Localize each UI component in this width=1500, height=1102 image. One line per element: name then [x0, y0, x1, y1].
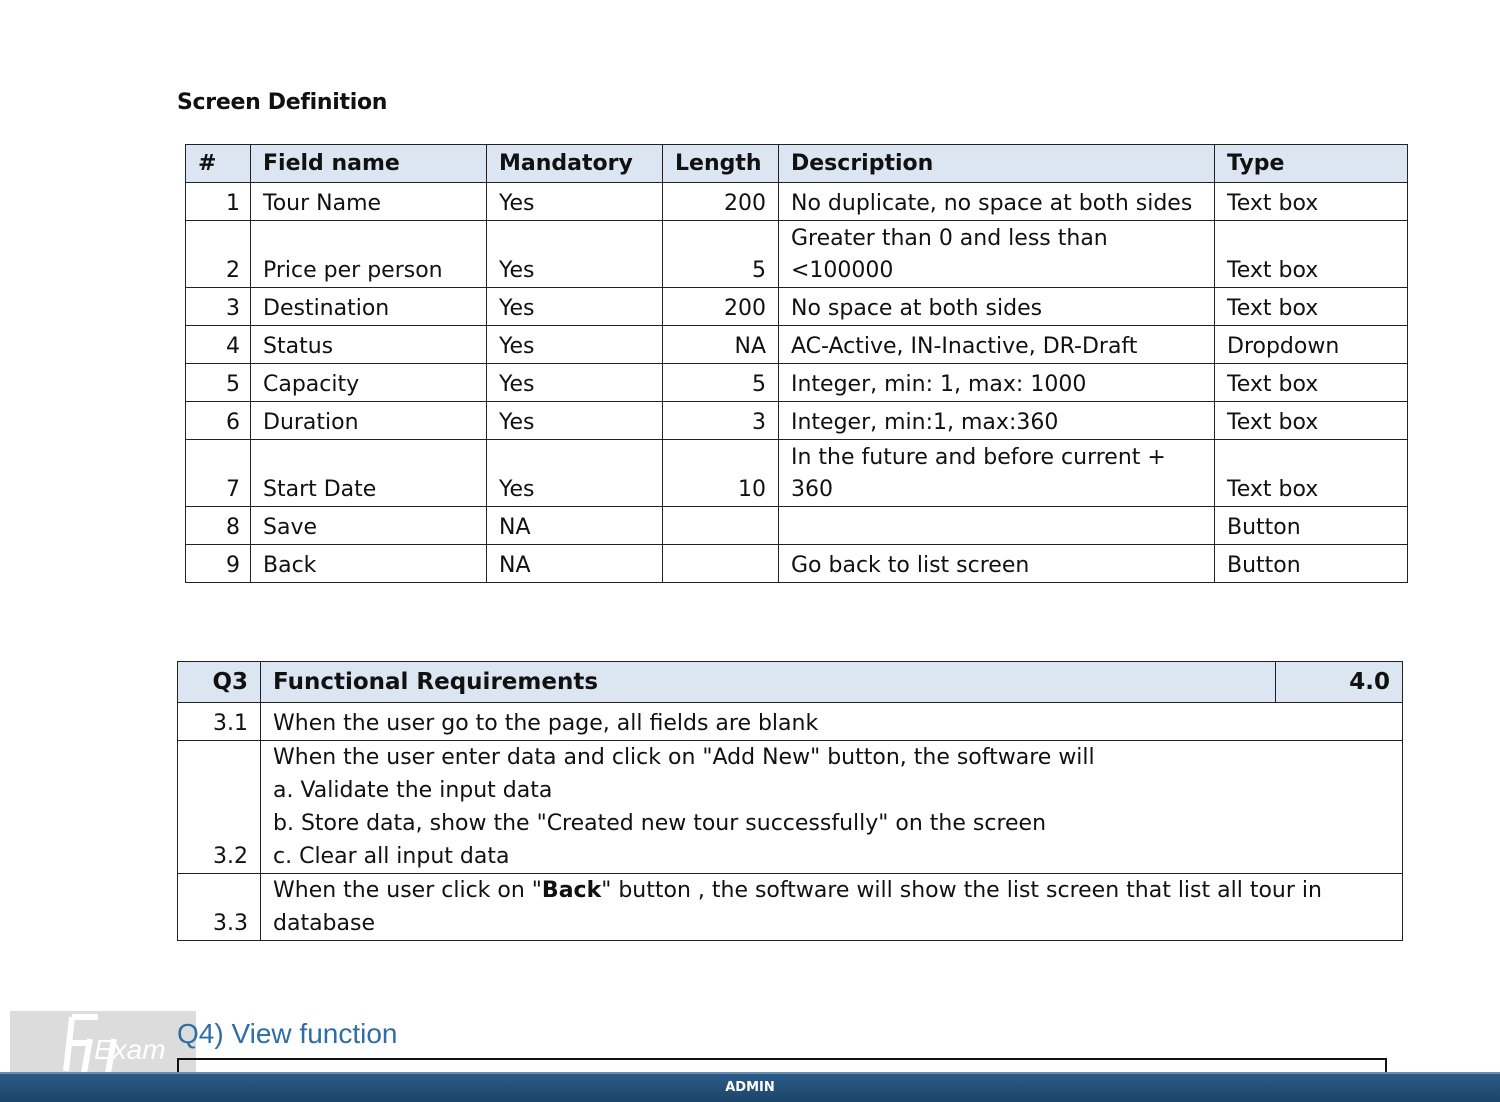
description-line: Greater than 0 and less than [791, 226, 1108, 251]
row-type: Text box [1215, 288, 1408, 326]
header-type: Type [1215, 145, 1408, 183]
fr-row-text [261, 703, 1403, 741]
row-number: 4 [186, 326, 251, 364]
row-description [779, 221, 1215, 288]
fr-line: When the user enter data and click on "Add New" button, the software will [273, 745, 1095, 770]
fr-line: b. Store data, show the "Created new tour successfully" on the screen [273, 811, 1047, 836]
row-type: Text box [1215, 364, 1408, 402]
fr-header-row [178, 662, 1403, 703]
row-field-name: Duration [251, 402, 487, 440]
row-field-name: Destination [251, 288, 487, 326]
screen-definition-title: Screen Definition [177, 90, 388, 115]
description-line: No duplicate, no space at both sides [791, 191, 1193, 216]
description-line: Go back to list screen [791, 553, 1030, 578]
fr-row [178, 703, 1403, 741]
row-length: 5 [663, 221, 779, 288]
row-description [779, 402, 1215, 440]
header-length: Length [663, 145, 779, 183]
fr-score: 4.0 [1276, 662, 1403, 703]
footer-bar [0, 1072, 1500, 1102]
row-field-name: Back [251, 545, 487, 583]
description-line: In the future and before current + [791, 445, 1166, 470]
row-mandatory: Yes [487, 364, 663, 402]
fr-question-number: Q3 [178, 662, 261, 703]
row-type: Text box [1215, 221, 1408, 288]
row-field-name: Capacity [251, 364, 487, 402]
row-number: 2 [186, 221, 251, 288]
row-number: 8 [186, 507, 251, 545]
description-line: Integer, min:1, max:360 [791, 410, 1059, 435]
row-description [779, 326, 1215, 364]
row-type: Text box [1215, 440, 1408, 507]
description-line: 360 [791, 477, 833, 502]
row-field-name: Save [251, 507, 487, 545]
row-mandatory: Yes [487, 326, 663, 364]
row-number: 9 [186, 545, 251, 583]
row-number: 6 [186, 402, 251, 440]
table-row [186, 507, 1408, 545]
header-mandatory: Mandatory [487, 145, 663, 183]
fr-text-bold: Back [541, 878, 602, 903]
row-field-name: Status [251, 326, 487, 364]
row-mandatory: Yes [487, 288, 663, 326]
row-length: 3 [663, 402, 779, 440]
row-length: NA [663, 326, 779, 364]
q4-table-top-border [177, 1058, 1387, 1072]
fr-row-id: 3.1 [178, 703, 261, 741]
row-mandatory: Yes [487, 183, 663, 221]
row-number: 7 [186, 440, 251, 507]
row-number: 1 [186, 183, 251, 221]
header-field-name: Field name [251, 145, 487, 183]
header-number: # [186, 145, 251, 183]
fr-line [273, 874, 1390, 907]
row-number: 3 [186, 288, 251, 326]
row-description [779, 364, 1215, 402]
row-type: Button [1215, 507, 1408, 545]
row-mandatory: NA [487, 507, 663, 545]
row-length: 10 [663, 440, 779, 507]
row-mandatory: NA [487, 545, 663, 583]
table-row [186, 288, 1408, 326]
row-mandatory: Yes [487, 402, 663, 440]
functional-requirements-table [177, 661, 1403, 941]
row-description [779, 288, 1215, 326]
row-mandatory: Yes [487, 440, 663, 507]
footer-label: ADMIN [725, 1080, 775, 1095]
exam-logo-text: Exam [94, 1034, 166, 1065]
fr-line: c. Clear all input data [273, 844, 510, 869]
row-type: Text box [1215, 402, 1408, 440]
table-row [186, 221, 1408, 288]
screen-definition-table [185, 144, 1408, 583]
fr-row-text [261, 741, 1403, 874]
row-length: 5 [663, 364, 779, 402]
row-number: 5 [186, 364, 251, 402]
fr-line: database [273, 911, 375, 936]
table-header-row [186, 145, 1408, 183]
row-length [663, 507, 779, 545]
row-type: Dropdown [1215, 326, 1408, 364]
description-line: No space at both sides [791, 296, 1043, 321]
table-row [186, 545, 1408, 583]
q4-section-title: Q4) View function [177, 1018, 398, 1049]
table-row [186, 440, 1408, 507]
fr-title: Functional Requirements [261, 662, 1276, 703]
table-row [186, 183, 1408, 221]
description-line: <100000 [791, 258, 894, 283]
fr-text-after: " button , the software will show the list screen that list all tour in [601, 878, 1322, 903]
row-length: 200 [663, 288, 779, 326]
row-mandatory: Yes [487, 221, 663, 288]
header-description: Description [779, 145, 1215, 183]
row-description [779, 183, 1215, 221]
row-type: Button [1215, 545, 1408, 583]
description-line: AC-Active, IN-Inactive, DR-Draft [791, 334, 1138, 359]
row-field-name: Price per person [251, 221, 487, 288]
row-type: Text box [1215, 183, 1408, 221]
row-length: 200 [663, 183, 779, 221]
table-row [186, 364, 1408, 402]
fr-line: a. Validate the input data [273, 778, 553, 803]
fr-row [178, 741, 1403, 874]
row-field-name: Start Date [251, 440, 487, 507]
row-description [779, 440, 1215, 507]
fr-row-id: 3.2 [178, 741, 261, 874]
table-row [186, 326, 1408, 364]
fr-row-id: 3.3 [178, 874, 261, 941]
fr-row-text [261, 874, 1403, 941]
fr-row [178, 874, 1403, 941]
description-line: Integer, min: 1, max: 1000 [791, 372, 1087, 397]
row-length [663, 545, 779, 583]
row-field-name: Tour Name [251, 183, 487, 221]
row-description [779, 507, 1215, 545]
fr-text-before: When the user click on " [273, 878, 542, 903]
fr-line: When the user go to the page, all fields are blank [273, 711, 819, 736]
table-row [186, 402, 1408, 440]
row-description [779, 545, 1215, 583]
